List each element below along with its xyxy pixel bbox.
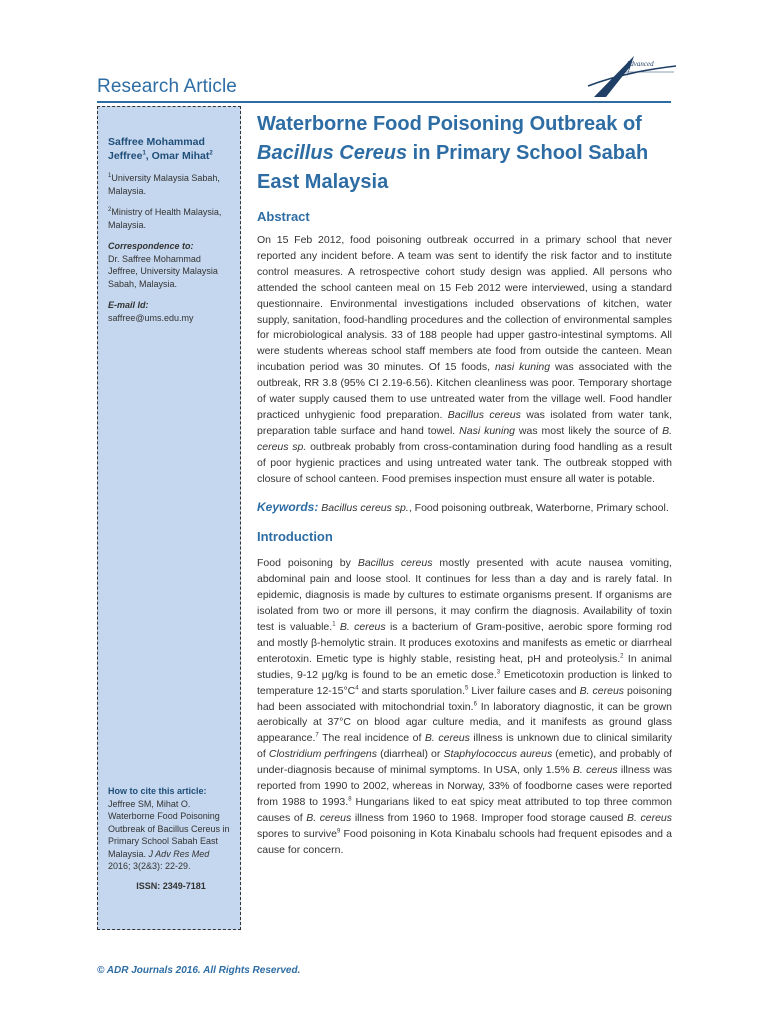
intro-text: Food poisoning by: [257, 557, 358, 570]
header-rule: [97, 101, 671, 103]
intro-text: Liver failure cases and: [468, 684, 580, 697]
email-label: E-mail Id:: [108, 300, 149, 310]
title-line1: Waterborne Food Poisoning Outbreak of: [257, 113, 642, 135]
email-address[interactable]: saffree@ums.edu.my: [108, 312, 194, 323]
abstract-heading: Abstract: [257, 209, 310, 224]
copyright-footer: © ADR Journals 2016. All Rights Reserved.: [97, 965, 301, 976]
citation-heading: How to cite this article:: [108, 786, 207, 796]
correspondence-heading: Correspondence to:: [108, 241, 194, 251]
affiliation-2-sup: 2: [108, 207, 112, 213]
intro-text: Emeticotoxin production is linked to temperature 12-15°C: [257, 668, 672, 697]
intro-italic: B. cereus: [572, 764, 618, 777]
intro-text: and starts sporulation.: [358, 684, 466, 697]
reference-sup: 9: [336, 828, 341, 835]
abstract-part-5: outbreak probably from cross-contamination during food handling as a result of poor hygienic practices and using untreated water tank. The outbreak stopped with closure of school canteen. Food premises inspection must ensure all water is potable.: [257, 440, 672, 485]
intro-text: The real incidence of: [318, 732, 425, 745]
journal-logo: [586, 42, 678, 100]
author-name-1: Jeffree: [108, 150, 143, 162]
abstract-italic-2: Bacillus cereus: [447, 408, 521, 421]
intro-text: illness was reported from 1990 to 2002, whereas in Norway, 33% of foodborne cases were reported from 1988 to 1993.: [257, 764, 672, 808]
keywords-italic: Bacillus cereus sp.: [318, 501, 409, 514]
affiliation-1: [108, 172, 232, 197]
intro-italic: B. cereus: [339, 621, 386, 634]
reference-sup: 2: [620, 653, 624, 660]
article-title: [257, 110, 672, 197]
affiliation-2-text: Ministry of Health Malaysia, Malaysia.: [108, 207, 222, 230]
correspondence-text: Dr. Saffree Mohammad Jeffree, University Malaysia Sabah, Malaysia.: [108, 253, 218, 289]
intro-text: Food poisoning in Kota Kinabalu schools had frequent episodes and a cause for concern.: [257, 827, 673, 856]
issn: ISSN: 2349-7181: [136, 880, 206, 891]
introduction-heading: Introduction: [257, 529, 333, 545]
logo-text: Advanced: [626, 60, 654, 68]
author-name-line1: Saffree Mohammad: [108, 136, 205, 148]
intro-italic: Staphylococcus aureus: [443, 748, 553, 761]
reference-sup: 1: [332, 621, 336, 628]
reference-sup: 5: [465, 685, 469, 692]
citation-text: Jeffree SM, Mihat O. Waterborne Food Poisoning Outbreak of Bacillus Cereus in Primary School Sabah East Malaysia.: [108, 798, 230, 859]
logo-swoosh: [588, 66, 676, 86]
reference-sup: 7: [315, 732, 319, 739]
intro-text: In animal studies, 9-12 μg/kg is found to be an emetic dose.: [257, 652, 672, 681]
intro-italic: B. cereus: [626, 811, 673, 824]
intro-text: spores to survive: [257, 827, 337, 840]
keywords-label: Keywords:: [257, 499, 319, 514]
author-sup-2: 2: [209, 150, 213, 157]
correspondence: [108, 240, 232, 290]
citation-journal: J Adv Res Med: [148, 848, 210, 859]
author-names: [108, 135, 232, 163]
email-block: [108, 299, 232, 324]
title-italic: Bacillus Cereus: [257, 142, 408, 164]
section-label: Research Article: [97, 76, 237, 97]
intro-italic: B. cereus: [306, 811, 352, 824]
reference-sup: 6: [473, 701, 477, 708]
author-name-2: , Omar Mihat: [145, 150, 210, 162]
introduction-text: [257, 556, 672, 858]
intro-text: (diarrheal) or: [377, 748, 444, 761]
citation-volume: 2016; 3(2&3): 22-29.: [108, 861, 191, 871]
intro-italic: B. cereus: [579, 684, 625, 697]
intro-text: mostly presented with acute nausea vomiting, abdominal pain and loose stool. It continues for less than a day and is rarely fatal. In epidemic, diagnosis is made by cultures to estimate organisms present. If organisms are isolated from two or more ill persons, it may confirm the diagnosis. Availability of toxin test is valuable.: [257, 557, 672, 634]
intro-text: (emetic), and probably of under-diagnosis because of minimal symptoms. In USA, only 1.5%: [257, 748, 672, 777]
affiliation-2: [108, 206, 232, 231]
citation-block: [108, 785, 234, 892]
title-rest: in Primary School Sabah East Malaysia: [257, 142, 649, 193]
keywords-text: , Food poisoning outbreak, Waterborne, Primary school.: [408, 501, 669, 514]
author-sidebar: [97, 106, 241, 930]
abstract-part-4: was most likely the source of: [515, 424, 663, 437]
intro-italic: Clostridium perfringens: [268, 748, 377, 761]
intro-italic: B. cereus: [424, 732, 470, 745]
intro-text: poisoning had been associated with mitochondrial toxin.: [257, 684, 673, 713]
intro-text: illness from 1960 to 1968. Improper food storage caused: [351, 811, 627, 824]
abstract-italic-4: B. cereus sp.: [257, 424, 672, 453]
abstract-italic-1: nasi kuning: [494, 361, 551, 374]
affiliation-1-sup: 1: [108, 173, 112, 179]
reference-sup: 8: [348, 796, 352, 803]
abstract-text: [257, 233, 672, 488]
abstract-part-1: On 15 Feb 2012, food poisoning outbreak occurred in a primary school that never reported any incident before. A team was sent to identify the risk factor and to institute control measures. A retrospective cohort study design was applied. All persons who attended the school canteen meal on 15 Feb 2012 were interviewed, using a standard questionnaire. Environmental investigations included observations of kitchen, water supply, sanitation, food-handling procedures and the collection of environmental samples for microbiological analysis. 33 of 188 people had upper gastro-intestinal symptoms. All were students whereas school staff members ate food from outside the canteen. Mean incubation period was 30 minutes. Of 15 foods,: [257, 234, 672, 374]
intro-text: Hungarians liked to eat spicy meat attributed to top three common causes of: [257, 796, 672, 824]
abstract-italic-3: Nasi kuning: [459, 424, 516, 437]
reference-sup: 3: [496, 669, 501, 676]
intro-text: is a bacterium of Gram-positive, aerobic spore forming rod and mostly β-hemolytic strain. It produces exotoxins and manifests as emetic or diarrheal enterotoxin. Emetic type is highly stable, resisting heat, pH and proteolysis.: [257, 621, 672, 665]
keywords: [257, 500, 672, 517]
affiliation-1-text: University Malaysia Sabah, Malaysia.: [108, 173, 220, 196]
intro-text: illness is unknown due to clinical similarity of: [257, 732, 672, 761]
abstract-part-3: was isolated from water tank, preparation table surface and hand towel.: [257, 408, 672, 437]
abstract-part-2: was associated with the outbreak, RR 3.8 (95% CI 2.19-6.56). Kitchen cleanliness was poor. Temporary shortage of water supply caused them to use untreated water from the village well. Food handler practiced unhygienic food preparation.: [257, 361, 672, 421]
intro-italic: Bacillus cereus: [357, 557, 433, 570]
reference-sup: 4: [355, 685, 359, 692]
article-main: [257, 110, 672, 859]
author-sup-1: 1: [142, 150, 146, 157]
intro-text: In laboratory diagnostic, it can be grown aerobically at 37°C on blood agar culture media, and it manifests as ground glass appearance.: [257, 700, 672, 745]
